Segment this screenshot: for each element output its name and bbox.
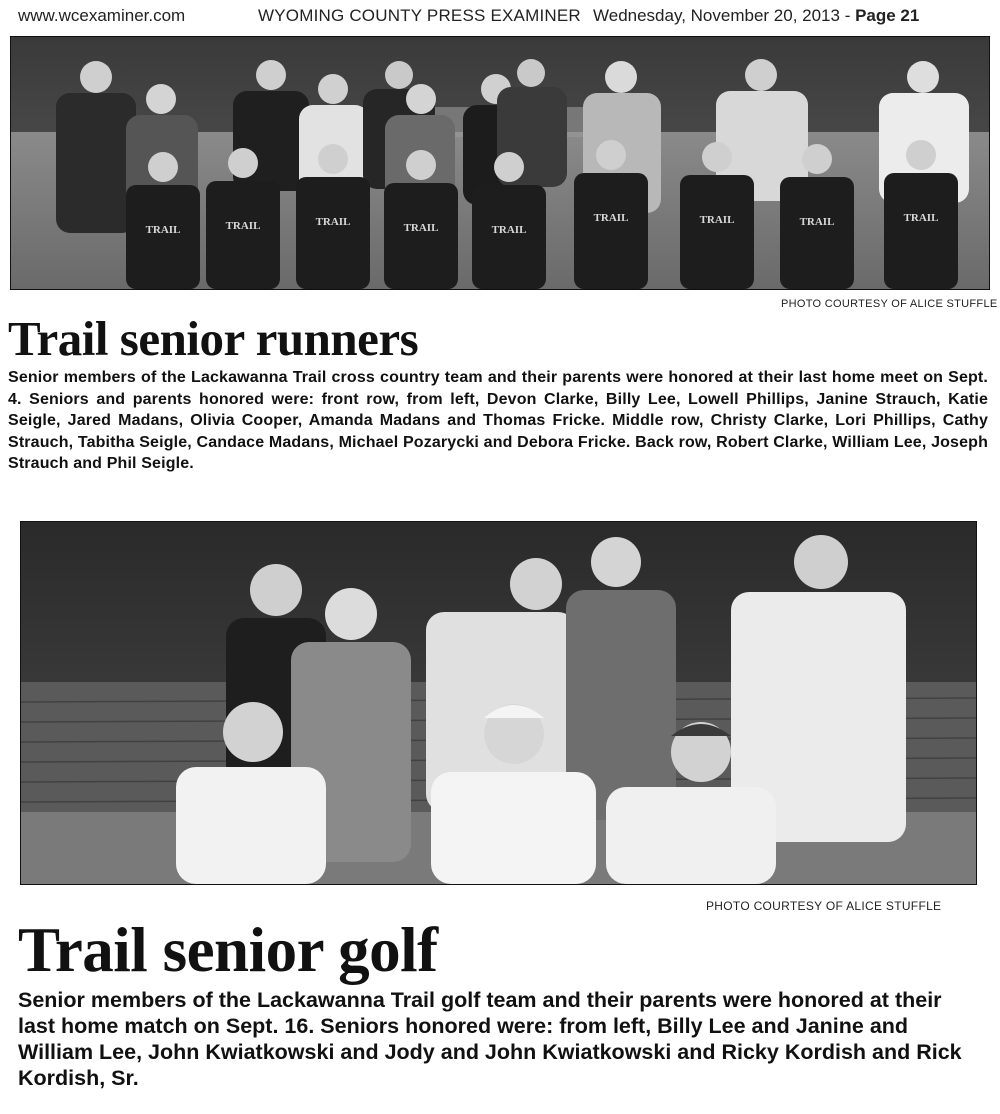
- issue-date: [593, 6, 919, 26]
- caption-runners: Senior members of the Lackawanna Trail cross country team and their parents were honored at their last home meet on Sept. 4. Seniors and parents honored were: front row, from left, Devon Clarke, Billy Lee, Lowell Phillips, Janine Strauch, Katie Seigle, Jared Madans, Olivia Cooper, Amanda Madans and Thomas Fricke. Middle row, Christy Clarke, Lori Phillips, Cathy Strauch, Tabitha Seigle, Candace Madans, Michael Pozarycki and Debora Fricke. Back row, Robert Clarke, William Lee, Joseph Strauch and Phil Seigle.: [8, 369, 988, 472]
- golf-team-photo: [20, 521, 977, 885]
- website-link[interactable]: www.wcexaminer.com: [18, 6, 186, 25]
- jersey-label: TRAIL: [315, 216, 351, 228]
- jersey-label: TRAIL: [225, 220, 261, 232]
- jersey-label: TRAIL: [593, 212, 629, 224]
- jersey-label: TRAIL: [145, 224, 181, 236]
- headline-golf: Trail senior golf: [18, 915, 438, 985]
- page-number: Page 21: [855, 6, 920, 25]
- runners-team-photo: [10, 36, 990, 290]
- headline-runners: Trail senior runners: [8, 311, 419, 366]
- jersey-label: TRAIL: [799, 216, 835, 228]
- date-text: Wednesday, November 20, 2013 -: [593, 6, 856, 25]
- jersey-label: TRAIL: [491, 224, 527, 236]
- caption-golf: Senior members of the Lackawanna Trail golf team and their parents were honored at their last home match on Sept. 16. Seniors honored were: from left, Billy Lee and Janine and William Lee, John Kwiatkowski and Jody and John Kwiatkowski and Ricky Kordish and Rick Kordish, Sr.: [18, 988, 962, 1090]
- jersey-label: TRAIL: [403, 222, 439, 234]
- photo-credit: PHOTO COURTESY OF ALICE STUFFLE: [706, 899, 942, 913]
- jersey-label: TRAIL: [699, 214, 735, 226]
- page-header: [18, 2, 978, 28]
- jersey-label: TRAIL: [903, 212, 939, 224]
- newspaper-name: WYOMING COUNTY PRESS EXAMINER: [258, 6, 581, 25]
- photo-credit: PHOTO COURTESY OF ALICE STUFFLE: [781, 298, 998, 310]
